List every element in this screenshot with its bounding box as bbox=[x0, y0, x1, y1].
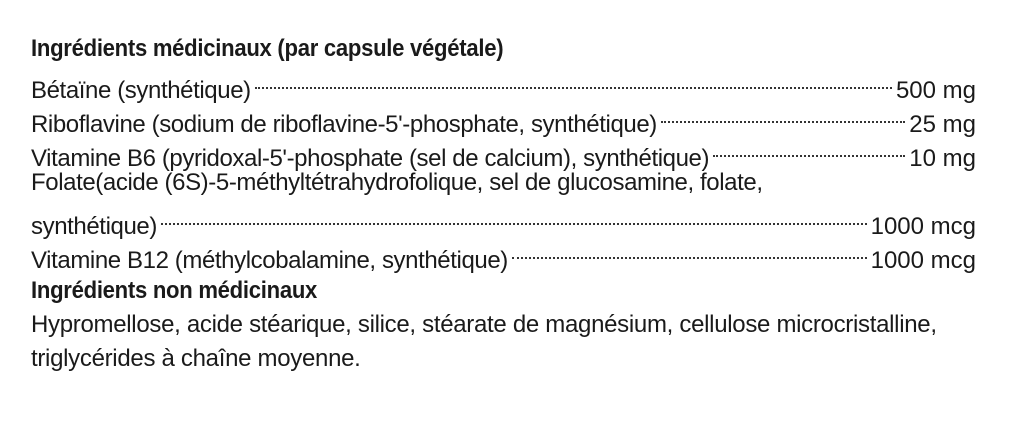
dot-leader bbox=[161, 200, 867, 234]
non-medicinal-ingredients-heading: Ingrédients non médicinaux bbox=[31, 277, 318, 304]
ingredient-amount: 500 mg bbox=[895, 77, 976, 104]
ingredient-amount: 10 mg bbox=[909, 145, 976, 172]
ingredient-label: Bétaïne (synthétique) bbox=[31, 77, 251, 104]
ingredient-amount: 25 mg bbox=[909, 111, 976, 138]
ingredient-row-betaine bbox=[31, 64, 976, 104]
non-medicinal-ingredients-text: Hypromellose, acide stéarique, silice, stéarate de magnésium, cellulose microcristalline, triglycérides à chaîne moyenne. bbox=[31, 311, 937, 372]
ingredient-label: Vitamine B6 (pyridoxal-5'-phosphate (sel de calcium), synthétique) bbox=[31, 145, 710, 172]
ingredient-label: synthétique) bbox=[31, 213, 157, 240]
ingredient-row-vitamine-b12 bbox=[31, 234, 976, 274]
dot-leader bbox=[255, 64, 892, 98]
medicinal-ingredients-heading: Ingrédients médicinaux (par capsule végétale) bbox=[31, 35, 504, 62]
ingredient-amount: 1000 mcg bbox=[870, 213, 976, 240]
dot-leader bbox=[512, 234, 867, 268]
ingredient-label: Vitamine B12 (méthylcobalamine, synthétique) bbox=[31, 247, 508, 274]
ingredients-panel bbox=[31, 34, 976, 376]
dot-leader bbox=[713, 132, 905, 166]
dot-leader bbox=[661, 98, 905, 132]
ingredient-row-folate bbox=[31, 200, 976, 240]
ingredient-folate-line-1: Folate(acide (6S)-5-méthyltétrahydrofolique, sel de glucosamine, folate, bbox=[31, 169, 763, 196]
ingredient-amount: 1000 mcg bbox=[870, 247, 976, 274]
ingredient-label: Riboflavine (sodium de riboflavine-5'-phosphate, synthétique) bbox=[31, 111, 657, 138]
